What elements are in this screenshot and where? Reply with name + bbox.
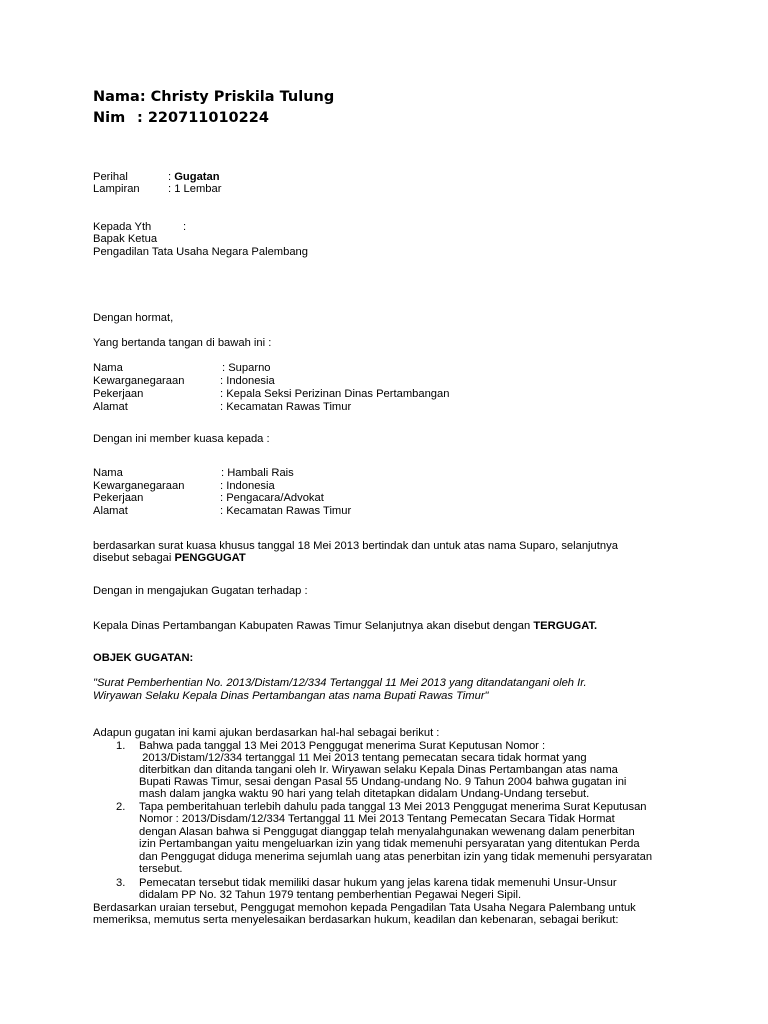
student-nim-value: : 220711010224 <box>137 110 269 126</box>
party1-label: Kewarganegaraan <box>93 375 185 387</box>
tergugat-label: TERGUGAT. <box>533 620 598 632</box>
point-line: mash dalam jangka waktu 90 hari yang telah ditetapkan didalam Undang-Undang tersebut. <box>139 788 590 800</box>
point-line: dengan Alasan bahwa si Penggugat dianggap telah menyalahgunakan wewenang dalam penerbitan <box>139 826 635 838</box>
point-line: Pemecatan tersebut tidak memiliki dasar hukum yang jelas karena tidak memenuhi Unsur-Unsur <box>139 877 617 889</box>
closing-line-1: Berdasarkan uraian tersebut, Penggugat memohon kepada Pengadilan Tata Usaha Negara Palembang untuk <box>93 902 636 914</box>
perihal-label: Perihal <box>93 171 128 183</box>
point-line: Bupati Rawas Timur, sesai dengan Pasal 55 Undang-undang No. 9 Tahun 2004 bahwa gugatan ini <box>139 776 627 788</box>
kepada-label: Kepada Yth <box>93 221 152 233</box>
addressee-line-1: Bapak Ketua <box>93 233 158 245</box>
point-line: diterbitkan dan ditanda tangani oleh Ir. Wiryawan selaku Kepala Dinas Pertambangan atas nama <box>139 764 618 776</box>
point-number: 3. <box>116 877 126 889</box>
party2-value: : Indonesia <box>220 480 275 492</box>
point-number: 2. <box>116 801 126 813</box>
addressee-line-2: Pengadilan Tata Usaha Negara Palembang <box>93 246 308 258</box>
party2-value: : Kecamatan Rawas Timur <box>220 505 352 517</box>
greeting: Dengan hormat, <box>93 312 174 324</box>
tergugat-line <box>93 620 597 633</box>
party2-label: Pekerjaan <box>93 492 144 504</box>
student-name: Nama: Christy Priskila Tulung <box>93 89 335 105</box>
gugatan-intro: Dengan in mengajukan Gugatan terhadap : <box>93 585 308 597</box>
closing-line-2: memeriksa, memutus serta menyelesaikan berdasarkan hukum, keadilan dan kebenaran, sebagai berikut: <box>93 914 619 926</box>
lampiran-value: : 1 Lembar <box>168 183 222 195</box>
penggugat-label: PENGGUGAT <box>174 552 246 564</box>
party1-label: Nama <box>93 362 123 374</box>
perihal-value-line <box>168 171 220 184</box>
party1-label: Alamat <box>93 401 128 413</box>
perihal-colon: : <box>168 171 172 183</box>
party1-value: : Kecamatan Rawas Timur <box>220 401 352 413</box>
tergugat-text: Kepala Dinas Pertambangan Kabupaten Rawas Timur Selanjutnya akan disebut dengan <box>93 620 531 632</box>
party2-label: Kewarganegaraan <box>93 480 185 492</box>
point-number: 1. <box>116 740 126 752</box>
kuasa-intro: Dengan ini member kuasa kepada : <box>93 433 270 445</box>
party1-value: : Indonesia <box>220 375 275 387</box>
party1-label: Pekerjaan <box>93 388 144 400</box>
kuasa-paragraph-line-1: berdasarkan surat kuasa khusus tanggal 18 Mei 2013 bertindak dan untuk atas nama Suparo, selanjutnya <box>93 540 618 552</box>
point-line: Bahwa pada tanggal 13 Mei 2013 Penggugat menerima Surat Keputusan Nomor : <box>139 740 546 752</box>
kuasa-paragraph-line-2 <box>93 552 246 565</box>
point-line: dan Penggugat diduga menerima sejumlah uang atas penerbitan izin yang tidak memenuhi persyaratan <box>139 851 653 863</box>
student-nim-label: Nim <box>93 110 126 126</box>
party2-label: Alamat <box>93 505 128 517</box>
adapun-intro: Adapun gugatan ini kami ajukan berdasarkan hal-hal sebagai berikut : <box>93 727 440 739</box>
lampiran-label: Lampiran <box>93 183 140 195</box>
point-line: izin Pertambangan yaitu mengeluarkan izin yang tidak memenuhi persyaratan yang ditentukan Perda <box>139 838 640 850</box>
party1-value: : Suparno <box>222 362 271 374</box>
objek-heading: OBJEK GUGATAN: <box>93 652 194 664</box>
kepada-colon: : <box>183 221 187 233</box>
objek-line-2: Wiryawan Selaku Kepala Dinas Pertambangan atas nama Bupati Rawas Timur" <box>93 690 489 702</box>
point-line: didalam PP No. 32 Tahun 1979 tentang pemberhentian Pegawai Negeri Sipil. <box>139 889 522 901</box>
point-line: tersebut. <box>139 863 183 875</box>
party2-value: : Pengacara/Advokat <box>220 492 324 504</box>
disebut-text: disebut sebagai <box>93 552 172 564</box>
undersigned-intro: Yang bertanda tangan di bawah ini : <box>93 337 272 349</box>
objek-line-1: "Surat Pemberhentian No. 2013/Distam/12/334 Tertanggal 11 Mei 2013 yang ditandatangani oleh Ir. <box>93 677 587 689</box>
party1-value: : Kepala Seksi Perizinan Dinas Pertambangan <box>220 388 450 400</box>
party2-value: : Hambali Rais <box>221 467 294 479</box>
point-line: 2013/Distam/12/334 tertanggal 11 Mei 2013 tentang pemecatan secara tidak hormat yang <box>139 752 587 764</box>
point-line: Tapa pemberitahuan terlebih dahulu pada tanggal 13 Mei 2013 Penggugat menerima Surat Keputusan <box>139 801 647 813</box>
party2-label: Nama <box>93 467 123 479</box>
point-line: Nomor : 2013/Disdam/12/334 Tertanggal 11 Mei 2013 Tentang Pemecatan Secara Tidak Hormat <box>139 813 615 825</box>
perihal-value: Gugatan <box>174 171 220 183</box>
